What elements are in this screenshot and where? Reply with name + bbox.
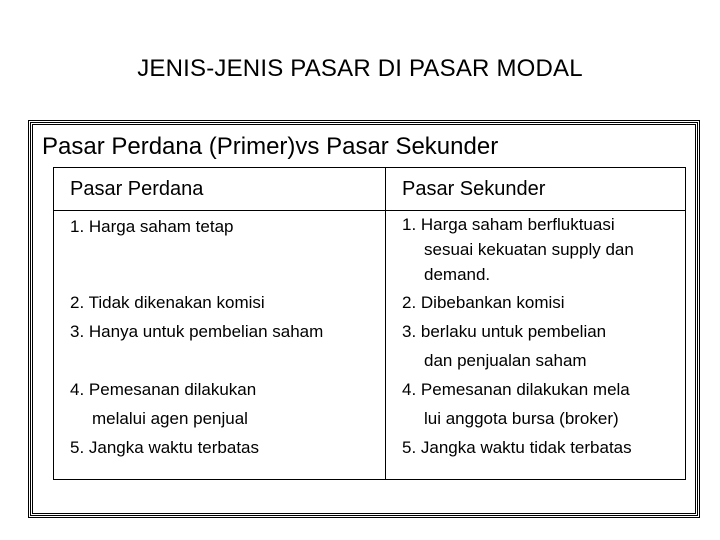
sekunder-item-5 <box>402 433 632 462</box>
perdana-item-3-line-1: 3. Hanya untuk pembelian saham <box>70 322 324 341</box>
sekunder-item-1 <box>402 212 634 287</box>
sekunder-item-3 <box>402 317 606 375</box>
header-divider <box>54 210 685 211</box>
sekunder-item-1-line-3: demand. <box>424 265 491 284</box>
perdana-item-5-line-1: 5. Jangka waktu terbatas <box>70 438 260 457</box>
sekunder-item-3-line-1: 3. berlaku untuk pembelian <box>402 322 607 341</box>
sekunder-item-1-line-2: sesuai kekuatan supply dan <box>424 240 634 259</box>
sekunder-item-2 <box>402 288 565 317</box>
perdana-item-3 <box>70 317 323 346</box>
sekunder-item-4-line-1: 4. Pemesanan dilakukan mela <box>402 380 630 399</box>
sekunder-item-3-line-2: dan penjualan saham <box>424 351 587 370</box>
perdana-item-1-line-1: 1. Harga saham tetap <box>70 217 234 236</box>
perdana-item-4-line-2: melalui agen penjual <box>92 409 248 428</box>
header-pasar-perdana: Pasar Perdana <box>70 178 204 200</box>
perdana-item-4-line-1: 4. Pemesanan dilakukan <box>70 380 257 399</box>
perdana-item-2 <box>70 288 265 317</box>
perdana-item-2-line-1: 2. Tidak dikenakan komisi <box>70 293 265 312</box>
slide-title: JENIS-JENIS PASAR DI PASAR MODAL <box>137 55 583 82</box>
sekunder-item-1-line-1: 1. Harga saham berfluktuasi <box>402 215 615 234</box>
comparison-table <box>53 167 686 480</box>
sekunder-item-4 <box>402 375 630 433</box>
perdana-item-1 <box>70 212 233 241</box>
perdana-item-4 <box>70 375 256 433</box>
column-divider <box>385 168 386 479</box>
comparison-heading: Pasar Perdana (Primer)vs Pasar Sekunder <box>42 133 499 160</box>
sekunder-item-2-line-1: 2. Dibebankan komisi <box>402 293 565 312</box>
sekunder-item-4-line-2: lui anggota bursa (broker) <box>424 409 619 428</box>
sekunder-item-5-line-1: 5. Jangka waktu tidak terbatas <box>402 438 632 457</box>
header-pasar-sekunder: Pasar Sekunder <box>402 178 546 200</box>
perdana-item-5 <box>70 433 259 462</box>
